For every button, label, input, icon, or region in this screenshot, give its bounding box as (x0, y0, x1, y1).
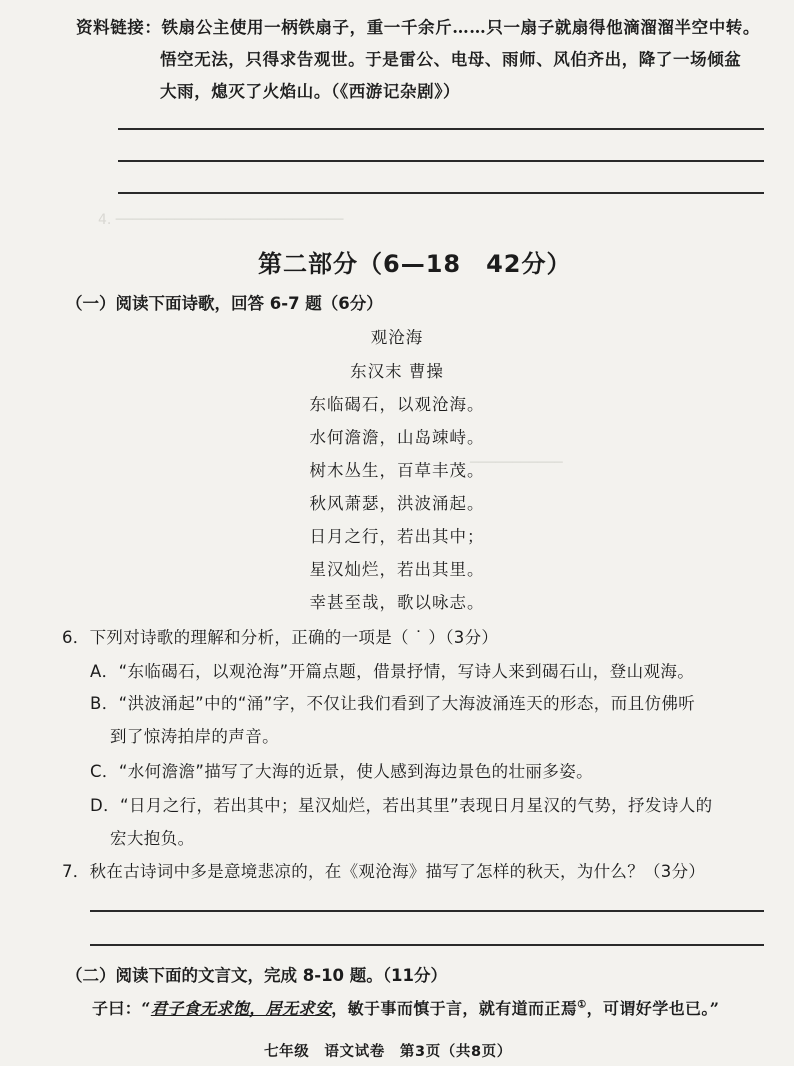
page-footer: 七年级 语文试卷 第3页（共8页） (264, 1044, 512, 1060)
classical-text (92, 996, 719, 1019)
bleed-through-text: ─────────── (470, 455, 563, 471)
section-heading: （二）阅读下面的文言文，完成 8-10 题。（11分） (66, 966, 447, 985)
reference-label: 资料链接： (76, 18, 162, 37)
bleed-through-text: 4. ─────────────────────────── (98, 212, 344, 228)
question-6-stem: 6．下列对诗歌的理解和分析，正确的一项是（ ˙ ）（3分） (62, 628, 499, 647)
reference-line-3: 大雨，熄灭了火焰山。（《西游记杂剧》） (160, 82, 461, 101)
classical-text-underlined: 君子食无求饱，居无求安 (150, 999, 332, 1018)
answer-line[interactable] (90, 944, 764, 946)
question-6-option-b-cont: 到了惊涛拍岸的声音。 (110, 727, 279, 746)
answer-line[interactable] (118, 192, 764, 194)
poem-line: 树木丛生，百草丰茂。 (309, 461, 485, 480)
question-6-option-d-cont: 宏大抱负。 (110, 829, 195, 848)
question-6-option-a[interactable]: A．“东临碣石，以观沧海”开篇点题，借景抒情，写诗人来到碣石山，登山观海。 (90, 662, 695, 681)
part-title: 第二部分（6—18 42分） (258, 250, 572, 278)
answer-line[interactable] (118, 160, 764, 162)
classical-text-body: ，敏于事而慎于言，就有道而正焉 (331, 999, 578, 1018)
reference-line-1 (76, 14, 760, 38)
question-7-stem: 7．秋在古诗词中多是意境悲凉的，在《观沧海》描写了怎样的秋天，为什么？（3分） (62, 862, 706, 881)
section-heading: （一）阅读下面诗歌，回答 6-7 题（6分） (66, 294, 383, 313)
poem-line: 东临碣石，以观沧海。 (309, 395, 485, 414)
question-6-option-d[interactable]: D．“日月之行，若出其中；星汉灿烂，若出其里”表现日月星汉的气势，抒发诗人的 (90, 796, 713, 815)
question-6-option-c[interactable]: C．“水何澹澹”描写了大海的近景，使人感到海边景色的壮丽多姿。 (90, 762, 594, 781)
poem-line: 水何澹澹，山岛竦峙。 (309, 428, 485, 447)
question-6-option-b[interactable]: B．“洪波涌起”中的“涌”字，不仅让我们看到了大海波涌连天的形态，而且仿佛听 (90, 694, 696, 713)
answer-line[interactable] (90, 910, 764, 912)
classical-text-suffix: ，可谓好学也已。” (586, 999, 720, 1018)
poem-author: 东汉末 曹操 (350, 362, 444, 381)
footnote-mark: ① (577, 999, 587, 1011)
reference-line-2: 悟空无法，只得求告观世。于是雷公、电母、雨师、风伯齐出，降了一场倾盆 (160, 50, 742, 69)
poem-line: 星汉灿烂，若出其里。 (309, 560, 485, 579)
poem-line: 日月之行，若出其中； (309, 527, 485, 546)
poem-line: 秋风萧瑟，洪波涌起。 (309, 494, 485, 513)
poem-line: 幸甚至哉，歌以咏志。 (309, 593, 485, 612)
reference-text: 铁扇公主使用一柄铁扇子，重一千余斤……只一扇子就扇得他滴溜溜半空中转。 (161, 18, 760, 37)
answer-line[interactable] (118, 128, 764, 130)
classical-text-prefix: 子曰：“ (92, 999, 151, 1018)
poem-title: 观沧海 (370, 328, 424, 347)
